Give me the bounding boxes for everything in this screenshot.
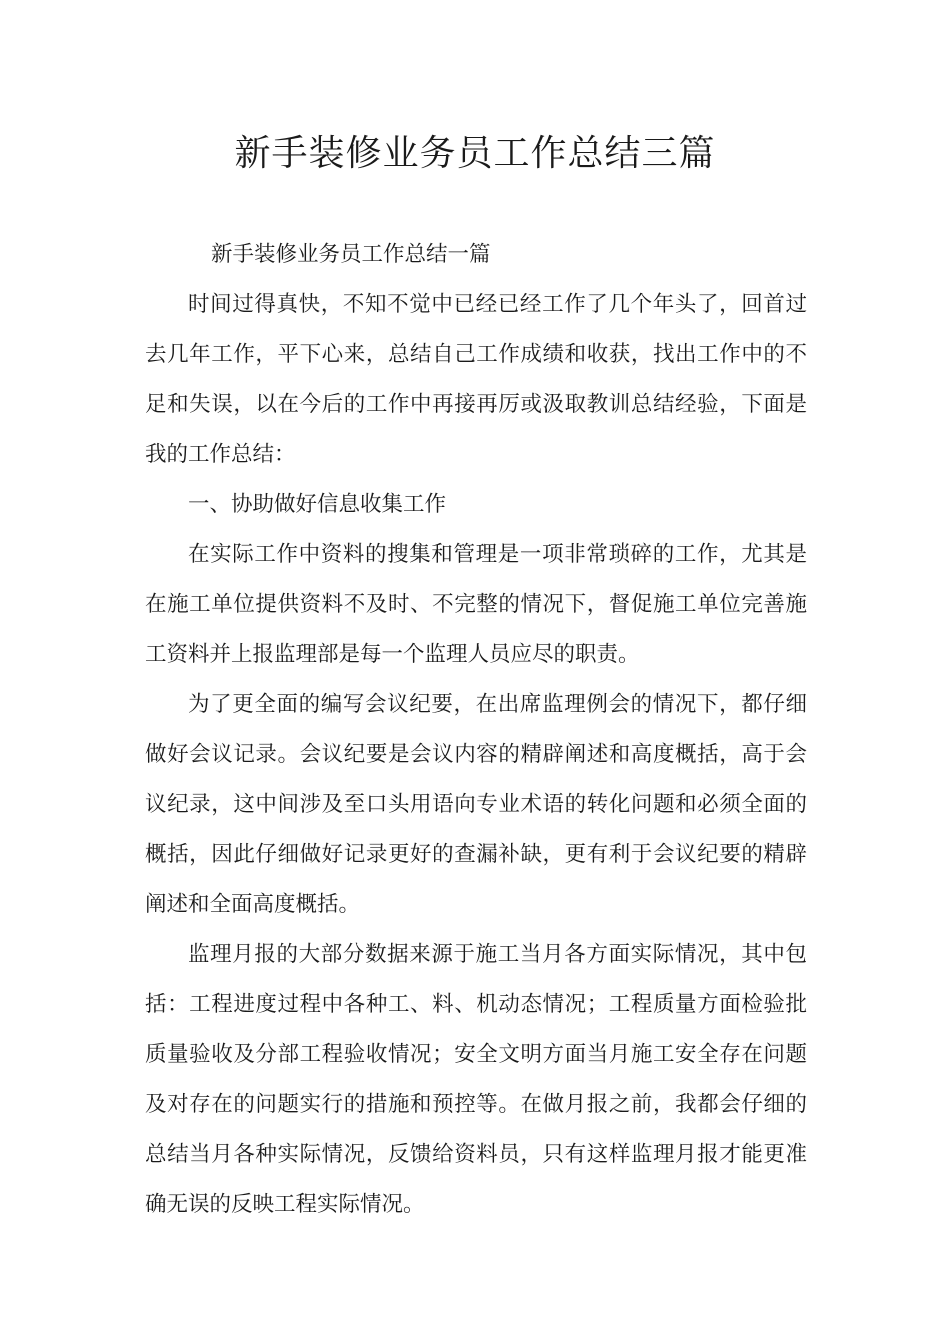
paragraph-meeting-minutes: 为了更全面的编写会议纪要，在出席监理例会的情况下，都仔细做好会议记录。会议纪要是会议内容的精辟阐述和高度概括，高于会议纪录，这中间涉及至口头用语向专业术语的转化问题和必须全面的概括，因此仔细做好记录更好的查漏补缺，更有利于会议纪要的精辟阐述和全面高度概括。 xyxy=(145,692,807,917)
section-heading: 一、协助做好信息收集工作 xyxy=(188,492,447,517)
paragraph-monthly-report: 监理月报的大部分数据来源于施工当月各方面实际情况，其中包括：工程进度过程中各种工、料、机动态情况；工程质量方面检验批质量验收及分部工程验收情况；安全文明方面当月施工安全存在问题及对存在的问题实行的措施和预控等。在做月报之前，我都会仔细的总结当月各种实际情况，反馈给资料员，只有这样监理月报才能更准确无误的反映工程实际情况。 xyxy=(145,942,807,1217)
paragraph-intro: 时间过得真快，不知不觉中已经已经工作了几个年头了，回首过去几年工作，平下心来，总结自己工作成绩和收获，找出工作中的不足和失误，以在今后的工作中再接再厉或汲取教训总结经验，下面是我的工作总结： xyxy=(145,292,807,467)
document-body xyxy=(145,230,807,1230)
document-title: 新手装修业务员工作总结三篇 xyxy=(234,133,716,174)
document-subtitle: 新手装修业务员工作总结一篇 xyxy=(211,242,491,267)
paragraph-materials: 在实际工作中资料的搜集和管理是一项非常琐碎的工作，尤其是在施工单位提供资料不及时、不完整的情况下，督促施工单位完善施工资料并上报监理部是每一个监理人员应尽的职责。 xyxy=(145,542,807,667)
